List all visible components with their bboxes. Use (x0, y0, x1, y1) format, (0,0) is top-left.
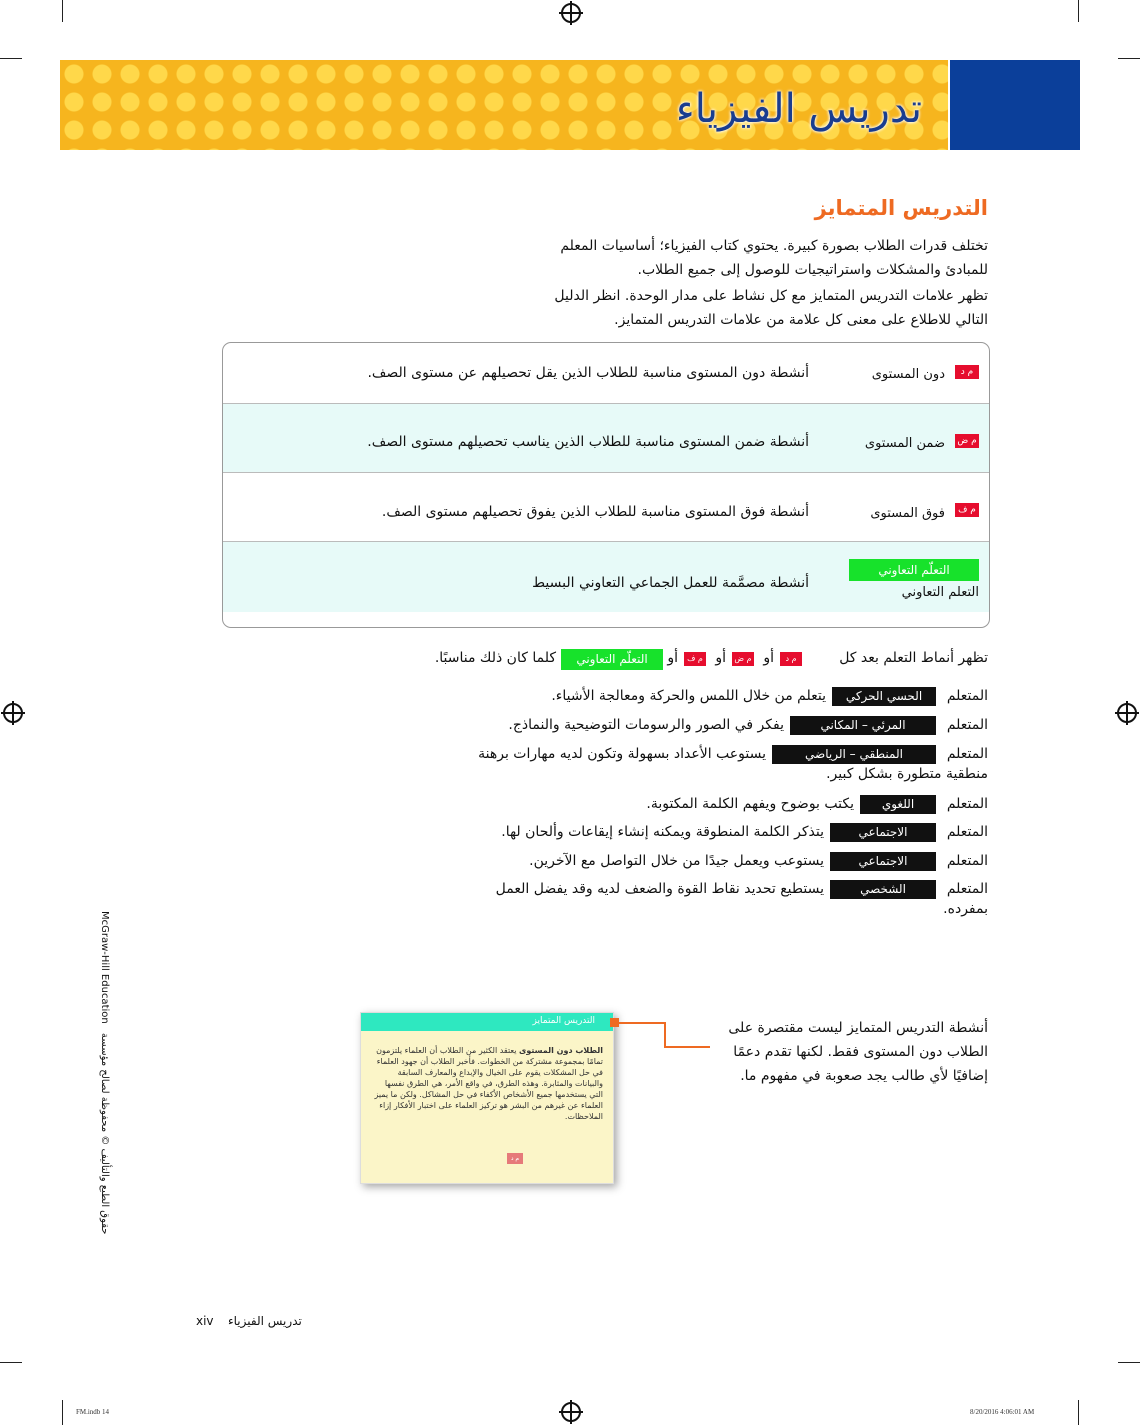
below-level-icon: م د (507, 1153, 523, 1164)
learner-word: المتعلم (946, 881, 988, 897)
row-description: أنشطة ضمن المستوى مناسبة للطلاب الذين يناسب تحصيلهم مستوى الصف. (367, 434, 809, 450)
table-row (223, 473, 989, 542)
row-description: أنشطة دون المستوى مناسبة للطلاب الذين يقل تحصيلهم عن مستوى الصف. (367, 365, 809, 381)
learner-description: يتذكر الكلمة المنطوقة ويمكنه إنشاء إيقاعات وألحان لها. (501, 824, 824, 840)
table-row (223, 343, 989, 404)
row-description: أنشطة مصمَّمة للعمل الجماعي التعاوني البسيط (532, 575, 809, 591)
learner-description: يتعلم من خلال اللمس والحركة ومعالجة الأشياء. (551, 688, 826, 704)
summary-or: أو (667, 650, 678, 666)
summary-or: أو (715, 650, 726, 666)
thumbnail-bold-lead: الطلاب دون المستوى (519, 1046, 603, 1055)
learner-row (188, 878, 988, 924)
learner-description-cont: بمفرده. (943, 901, 988, 917)
registration-mark-icon (561, 1402, 581, 1422)
callout-text: أنشطة التدريس المتمايز ليست مقتصرة على الطلاب دون المستوى فقط. لكنها تقدم دعمًا إضافيًا لأي طالب يجد صعوبة في مفهوم ما. (728, 1020, 988, 1084)
crop-mark (0, 1362, 22, 1363)
learner-word: المتعلم (946, 824, 988, 840)
callout-line (619, 1022, 665, 1024)
legend-table (222, 342, 990, 628)
learner-description: يستوعب الأعداد بسهولة وتكون لديه مهارات برهنة (478, 746, 766, 762)
section-title: التدريس المتمايز (814, 196, 988, 220)
crop-mark (0, 58, 22, 59)
learner-type-badge: المرئي – المكاني (790, 716, 936, 735)
learner-type-badge: الحسي الحركي (832, 687, 936, 706)
crop-mark (1078, 0, 1079, 22)
file-slug: FM.indb 14 (76, 1408, 110, 1416)
on-level-icon: م ض (732, 652, 754, 666)
intro-line: تختلف قدرات الطلاب بصورة كبيرة. يحتوي كتاب الفيزياء؛ أساسيات المعلم (560, 238, 988, 254)
learner-row (188, 793, 988, 817)
registration-mark-icon (3, 703, 23, 723)
summary-post: كلما كان ذلك مناسبًا. (434, 650, 556, 666)
intro-line: للمبادئ والمشكلات واستراتيجيات للوصول إلى جميع الطلاب. (637, 262, 988, 278)
learner-type-badge: الاجتماعي (830, 823, 936, 842)
learner-word: المتعلم (946, 688, 988, 704)
row-description: أنشطة فوق المستوى مناسبة للطلاب الذين يفوق تحصيلهم مستوى الصف. (381, 504, 809, 520)
learner-word: المتعلم (946, 746, 988, 762)
crop-mark (1078, 1400, 1079, 1425)
cooperative-learning-badge: التعلّم التعاوني (849, 559, 979, 581)
learner-description: يفكر في الصور والرسومات التوضيحية والنماذج. (508, 717, 784, 733)
below-level-icon: م د (780, 652, 802, 666)
callout-line (664, 1022, 666, 1048)
copyright-sidebar (99, 905, 110, 1234)
learner-type-badge: المنطقي – الرياضي (772, 745, 936, 764)
row-label: فوق المستوى (870, 506, 945, 521)
on-level-icon: م ض (955, 434, 979, 448)
table-row (223, 404, 989, 473)
crop-mark (1118, 58, 1140, 59)
learner-row (188, 850, 988, 874)
below-level-icon: م د (955, 365, 979, 379)
registration-mark-icon (561, 3, 581, 23)
learner-word: المتعلم (946, 796, 988, 812)
learner-description: يستوعب ويعمل جيدًا من خلال التواصل مع الآخرين. (529, 853, 824, 869)
learner-type-badge: اللغوي (860, 795, 936, 814)
learner-row (188, 821, 988, 845)
legend-line: التالي للاطلاع على معنى كل علامة من علامات التدريس المتمايز. (614, 312, 988, 328)
callout-marker (610, 1018, 619, 1027)
summary-pre: تظهر أنماط التعلم بعد كل (839, 650, 988, 666)
cooperative-learning-badge: التعلّم التعاوني (561, 649, 663, 670)
above-level-icon: م ف (955, 503, 979, 517)
row-label: ضمن المستوى (864, 436, 945, 451)
learner-type-badge: الاجتماعي (830, 852, 936, 871)
sample-page-thumbnail (360, 1012, 614, 1184)
above-level-icon: م ف (684, 652, 706, 666)
crop-mark (62, 1400, 63, 1425)
learner-row (188, 714, 988, 738)
intro-paragraph (408, 234, 988, 282)
page-title: تدريس الفيزياء (675, 86, 922, 132)
crop-mark (62, 0, 63, 22)
callout-line (664, 1046, 710, 1048)
table-row (223, 542, 989, 612)
footer-book-name: تدريس الفيزياء (228, 1314, 302, 1328)
learner-type-badge: الشخصي (830, 880, 936, 899)
learner-description: يكتب بوضوح ويفهم الكلمة المكتوبة. (646, 796, 854, 812)
row-label: التعلم التعاوني (901, 585, 979, 600)
thumbnail-body: يعتقد الكثير من الطلاب أن العلماء يلتزمون تمامًا بمجموعة مشتركة من الخطوات. فأخبر الطلاب أن جهود العلماء في حل المشكلات يقوم على الخيال والإبداع والمعارف السابقة والبيانات والمثابرة. وهذه الطرق، في واقع الأمر، هي الطرق نفسها التي يستخدمها جميع الأشخاص الأكفاء في حل المشاكل. ولكن ما يميز العلماء عن غيرهم من البشر هو تركيز العلماء على اختبار الأفكار إزاء الملاحظات. (374, 1046, 603, 1121)
learner-word: المتعلم (946, 717, 988, 733)
legend-paragraph (408, 284, 988, 332)
date-slug: 8/20/2016 4:06:01 AM (970, 1408, 1035, 1416)
summary-or: أو (763, 650, 774, 666)
learner-description-cont: منطقية متطورة بشكل كبير. (826, 766, 988, 782)
legend-line: تظهر علامات التدريس المتمايز مع كل نشاط على مدار الوحدة. انظر الدليل (554, 288, 988, 304)
learner-row (188, 685, 988, 709)
registration-mark-icon (1117, 703, 1137, 723)
row-label: دون المستوى (871, 367, 945, 382)
thumbnail-text (371, 1045, 603, 1122)
thumbnail-header (361, 1013, 613, 1031)
header-banner-accent (950, 60, 1080, 150)
thumbnail-title: التدريس المتمايز (532, 1016, 595, 1026)
learner-row (188, 743, 988, 789)
copyright-notice: حقوق الطبع والتأليف © محفوظة لصالح مؤسسة (99, 1032, 110, 1235)
page-number: xiv (196, 1314, 214, 1328)
learner-description: يستطيع تحديد نقاط القوة والضعف لديه وقد يفضل العمل (495, 881, 824, 897)
summary-line (188, 650, 988, 672)
publisher-name: McGraw-Hill Education (99, 911, 110, 1024)
crop-mark (1118, 1362, 1140, 1363)
learner-word: المتعلم (946, 853, 988, 869)
